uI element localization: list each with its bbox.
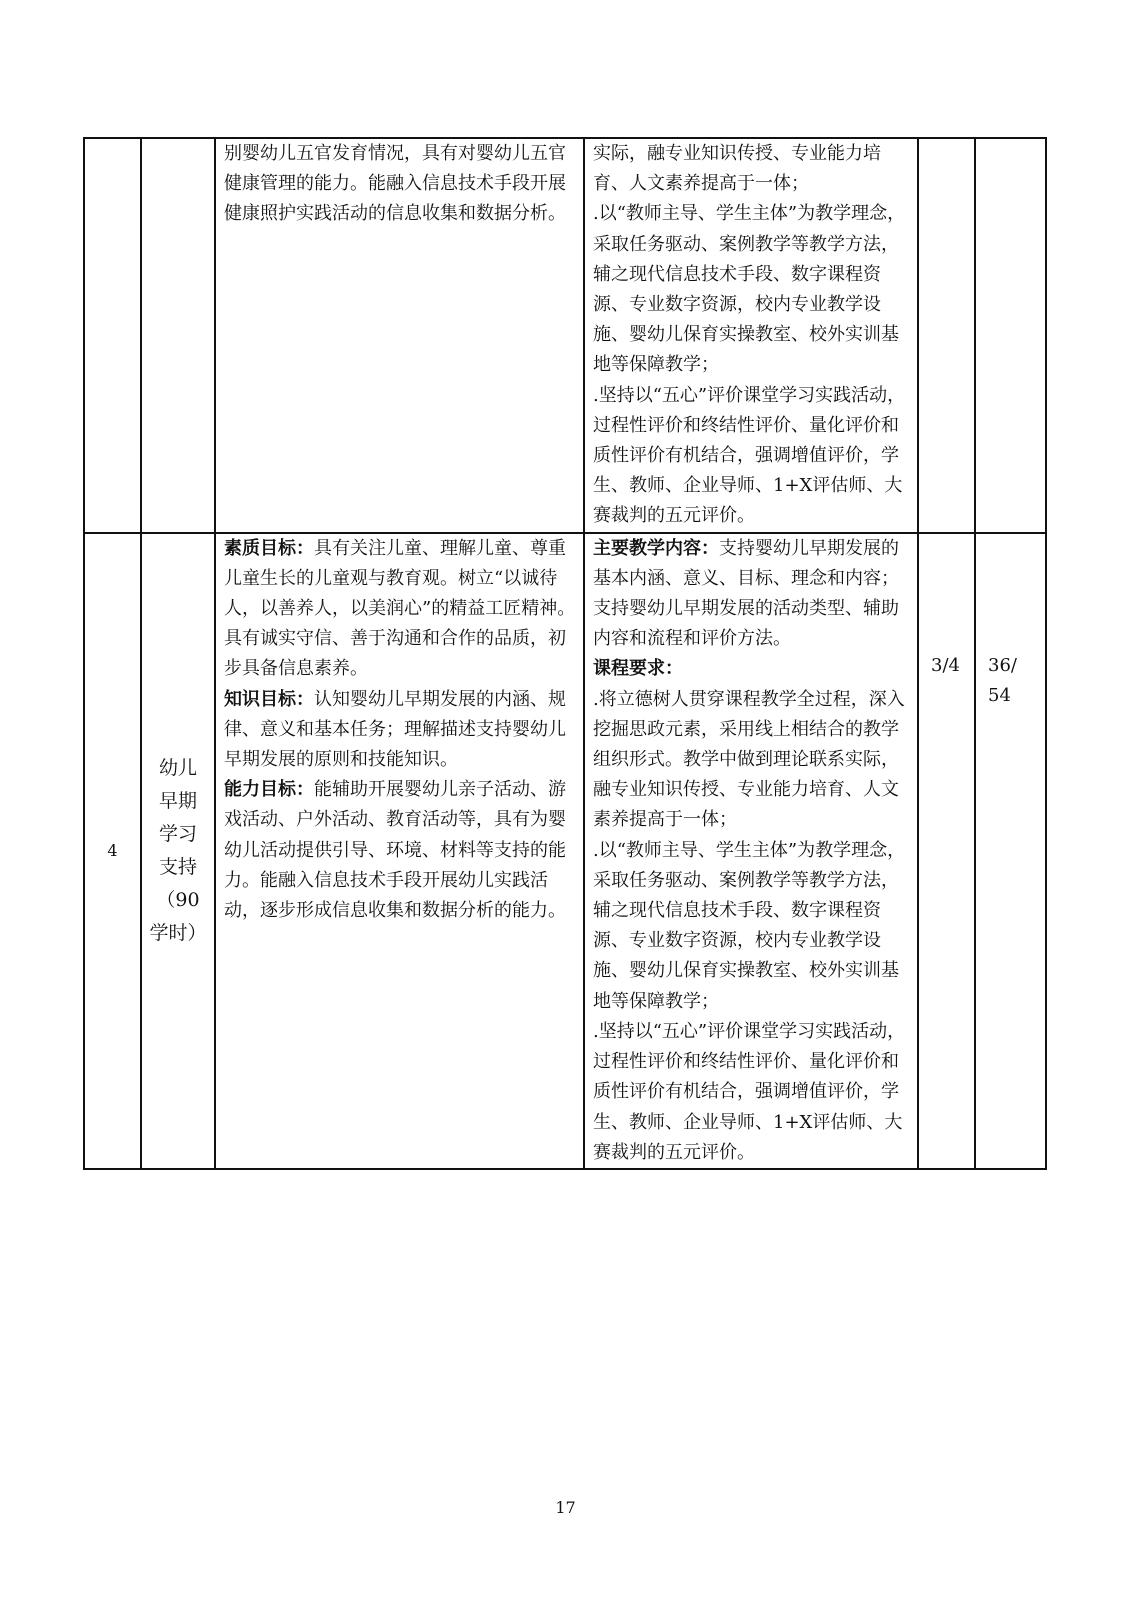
course-name-line: 幼儿	[158, 756, 197, 779]
main-content	[593, 534, 913, 655]
row-cont-content-line: .以“教师主导、学生主体”为教学理念，采取任务驱动、案例教学等教学方法，辅之现代信息技术手段、数字课程资源、专业数字资源，校内专业教学设施、婴幼儿保育实操教室、校外实训基地等保障教学；	[593, 203, 906, 376]
course-name-line: 学时）	[149, 921, 207, 944]
course-number: 4	[107, 840, 118, 860]
page-number: 17	[555, 1498, 576, 1517]
semester-cell	[918, 533, 975, 1169]
ability-goal	[224, 775, 579, 926]
knowledge-goal-text: 认知婴幼儿早期发展的内涵、规律、意义和基本任务；理解描述支持婴幼儿早期发展的原则和技能知识。	[224, 688, 566, 771]
course-name-cell	[141, 533, 215, 1169]
row-cont-number-cell	[84, 138, 141, 533]
ability-goal-label: 能力目标：	[224, 779, 314, 801]
course-content-cell	[584, 533, 918, 1169]
main-content-text: 支持婴幼儿早期发展的基本内涵、意义、目标、理念和内容；支持婴幼儿早期发展的活动类型、辅助内容和流程和评价方法。	[593, 537, 899, 650]
row-cont-semester-cell	[918, 138, 975, 533]
hours-cell	[975, 533, 1046, 1169]
course-goals-cell	[215, 533, 584, 1169]
row-cont-content-line: 实际，融专业知识传授、专业能力培育、人文素养提高于一体；	[593, 143, 881, 195]
quality-goal-label: 素质目标：	[224, 537, 314, 559]
course-table	[83, 137, 1047, 1170]
row-cont-content-cell	[584, 138, 918, 533]
row-cont-goals-cell	[215, 138, 584, 533]
row-cont-goals-text: 别婴幼儿五官发育情况，具有对婴幼儿五官健康管理的能力。能融入信息技术手段开展健康照护实践活动的信息收集和数据分析。	[224, 143, 566, 225]
course-number-cell	[84, 533, 141, 1169]
course-name-line: 支持	[158, 855, 197, 878]
hours-value: 36/ 54	[988, 654, 1017, 706]
quality-goal	[224, 534, 579, 685]
row-cont-name-cell	[141, 138, 215, 533]
requirement-item: .将立德树人贯穿课程教学全过程，深入挖掘思政元素，采用线上相结合的教学组织形式。教学中做到理论联系实际，融专业知识传授、专业能力培育、人文素养提高于一体；	[593, 688, 905, 831]
requirements-heading	[593, 654, 913, 684]
requirements-label: 课程要求：	[593, 658, 683, 680]
main-content-label: 主要教学内容：	[593, 537, 719, 559]
table-row-4	[84, 533, 1046, 1169]
course-name-line: 早期	[158, 789, 197, 812]
course-name-line: （90	[156, 888, 200, 911]
knowledge-goal	[224, 685, 579, 776]
row-cont-hours-cell	[975, 138, 1046, 533]
quality-goal-text: 具有关注儿童、理解儿童、尊重儿童生长的儿童观与教育观。树立“以诚待人，以善养人，以美润心”的精益工匠精神。具有诚实守信、善于沟通和合作的品质，初步具备信息素养。	[224, 537, 576, 680]
course-name-line: 学习	[158, 822, 197, 845]
requirement-item: .坚持以“五心”评价课堂学习实践活动，过程性评价和终结性评价、量化评价和质性评价有机结合，强调增值评价，学生、教师、企业导师、1+X评估师、大赛裁判的五元评价。	[593, 1020, 906, 1163]
row-cont-content-line: .坚持以“五心”评价课堂学习实践活动，过程性评价和终结性评价、量化评价和质性评价有机结合，强调增值评价，学生、教师、企业导师、1+X评估师、大赛裁判的五元评价。	[593, 384, 906, 527]
table-row-continued	[84, 138, 1046, 533]
requirement-item: .以“教师主导、学生主体”为教学理念，采取任务驱动、案例教学等教学方法，辅之现代信息技术手段、数字课程资源、专业数字资源，校内专业教学设施、婴幼儿保育实操教室、校外实训基地等保障教学；	[593, 839, 906, 1012]
knowledge-goal-label: 知识目标：	[224, 688, 314, 710]
semester-value: 3/4	[931, 654, 960, 676]
ability-goal-text: 能辅助开展婴幼儿亲子活动、游戏活动、户外活动、教育活动等，具有为婴幼儿活动提供引导、环境、材料等支持的能力。能融入信息技术手段开展幼儿实践活动，逐步形成信息收集和数据分析的能力。	[224, 779, 566, 922]
